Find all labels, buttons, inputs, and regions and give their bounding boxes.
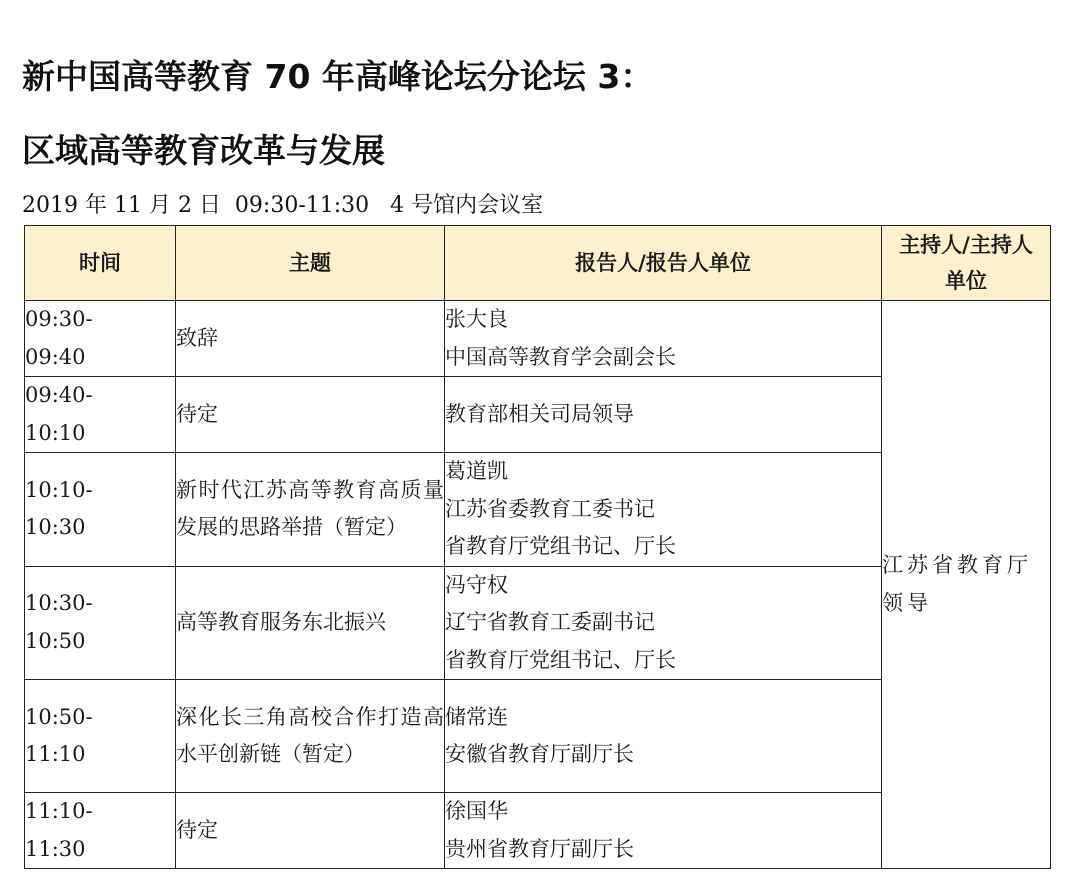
table-header-row bbox=[25, 226, 1051, 301]
speaker-cell bbox=[445, 301, 882, 377]
speaker-cell bbox=[445, 453, 882, 567]
speaker-name: 冯守权 bbox=[445, 572, 508, 597]
speaker-cell bbox=[445, 680, 882, 793]
time-end: 10:50 bbox=[25, 628, 86, 653]
speaker-name: 葛道凯 bbox=[445, 459, 508, 483]
topic-cell: 新时代江苏高等教育高质量发展的思路举措（暂定） bbox=[176, 453, 445, 567]
time-cell bbox=[25, 793, 176, 869]
time-cell bbox=[25, 680, 176, 793]
event-date-venue: 2019 年 11 月 2 日 09:30-11:30 4 号馆内会议室 bbox=[22, 193, 544, 218]
speaker-name: 储常连 bbox=[445, 704, 508, 729]
time-cell bbox=[25, 566, 176, 680]
time-end: 09:40 bbox=[25, 344, 86, 369]
page-title: 新中国高等教育 70 年高峰论坛分论坛 3： bbox=[22, 57, 654, 96]
speaker-title: 省教育厅党组书记、厅长 bbox=[445, 534, 676, 558]
time-end: 10:30 bbox=[25, 515, 86, 540]
time-end: 10:10 bbox=[25, 420, 86, 445]
topic-cell: 致辞 bbox=[176, 301, 445, 377]
speaker-title: 江苏省委教育工委书记 bbox=[445, 496, 655, 521]
schedule-table bbox=[24, 225, 1051, 869]
topic-cell: 待定 bbox=[176, 793, 445, 869]
speaker-cell bbox=[445, 793, 882, 869]
speaker-title: 贵州省教育厅副厅长 bbox=[445, 836, 634, 861]
topic-cell: 待定 bbox=[176, 377, 445, 453]
speaker-cell bbox=[445, 377, 882, 453]
speaker-cell bbox=[445, 566, 882, 680]
speaker-title: 中国高等教育学会副会长 bbox=[445, 344, 676, 369]
speaker-name: 徐国华 bbox=[445, 799, 508, 823]
time-start: 10:30- bbox=[25, 591, 93, 616]
time-start: 10:50- bbox=[25, 704, 93, 729]
speaker-title: 辽宁省教育工委副书记 bbox=[445, 610, 655, 634]
time-start: 10:10- bbox=[25, 477, 93, 502]
speaker-title: 安徽省教育厅副厅长 bbox=[445, 742, 634, 766]
time-start: 09:40- bbox=[25, 383, 93, 407]
time-cell bbox=[25, 377, 176, 453]
header-host: 主持人/主持人单位 bbox=[882, 226, 1051, 301]
host-cell: 江苏省教育厅领导 bbox=[882, 301, 1051, 869]
time-cell bbox=[25, 453, 176, 567]
header-speaker: 报告人/报告人单位 bbox=[445, 226, 882, 301]
time-end: 11:30 bbox=[25, 836, 86, 861]
time-start: 11:10- bbox=[25, 799, 93, 823]
speaker-name: 张大良 bbox=[445, 307, 508, 331]
time-start: 09:30- bbox=[25, 307, 93, 331]
table-row bbox=[25, 301, 1051, 377]
topic-cell: 深化长三角高校合作打造高水平创新链（暂定） bbox=[176, 680, 445, 793]
time-end: 11:10 bbox=[25, 742, 86, 766]
header-time: 时间 bbox=[25, 226, 176, 301]
time-cell bbox=[25, 301, 176, 377]
speaker-title: 省教育厅党组书记、厅长 bbox=[445, 647, 676, 672]
speaker-title: 教育部相关司局领导 bbox=[445, 401, 634, 426]
topic-cell: 高等教育服务东北振兴 bbox=[176, 566, 445, 680]
header-topic: 主题 bbox=[176, 226, 445, 301]
page-subtitle-heading: 区域高等教育改革与发展 bbox=[22, 131, 385, 170]
